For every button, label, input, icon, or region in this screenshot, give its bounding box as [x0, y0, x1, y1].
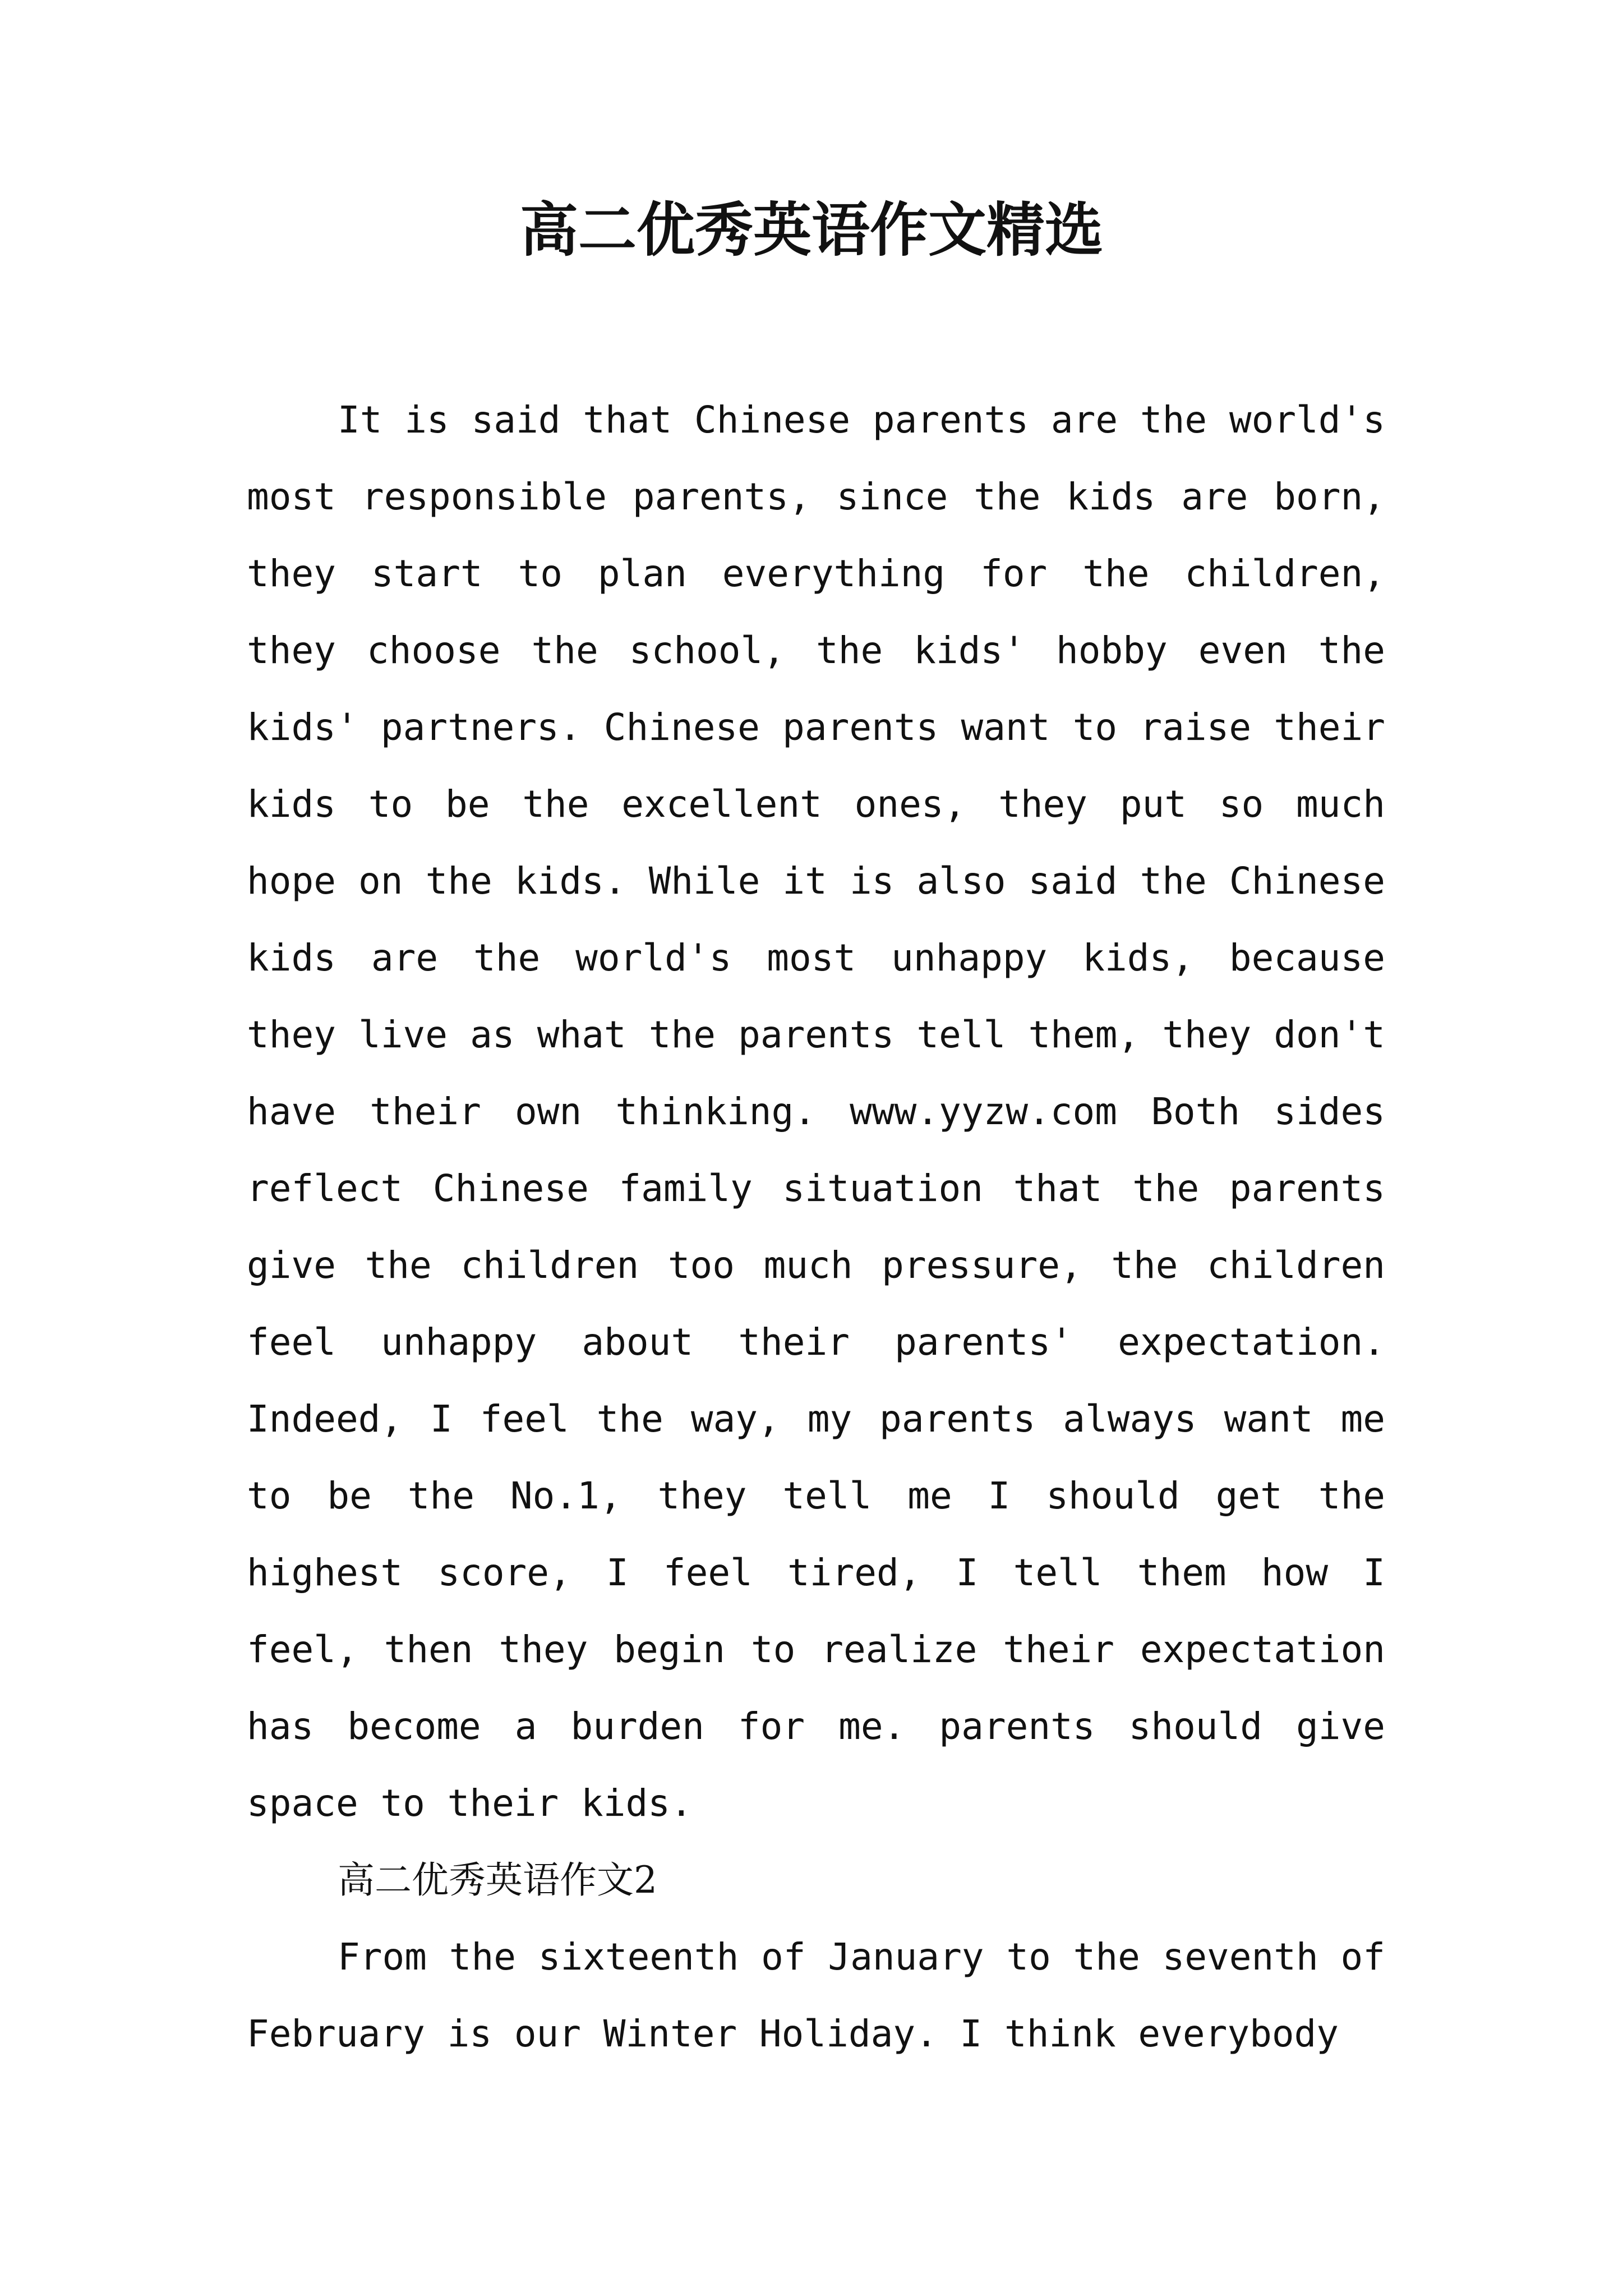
essay-paragraph-1: It is said that Chinese parents are the world's most responsible parents, since the kids are born, they start to plan everything for the children, they choose the school, the kids' hobby even the kids' partners. Chinese parents want to raise their kids to be the excellent ones, they put so much hope on the kids. While it is also said the Chinese kids are the world's most unhappy kids, because they live as what the parents tell them, they don't have their own thinking. www.yyzw.com Both sides reflect Chinese family situation that the parents give the children too much pressure, the children feel unhappy about their parents' expectation. Indeed, I feel the way, my parents always want me to be the No.1, they tell me I should get the highest score, I feel tired, I tell them how I feel, then they begin to realize their expectation has become a burden for me. parents should give space to their kids.: [247, 398, 1385, 1825]
essay-paragraph-2: From the sixteenth of January to the seventh of February is our Winter Holiday. I think everybody: [247, 1935, 1385, 2055]
document-body: [247, 381, 1385, 2072]
section-heading: 高二优秀英语作文2: [338, 1858, 657, 1902]
document-title: 高二优秀英语作文精选: [519, 195, 1103, 264]
